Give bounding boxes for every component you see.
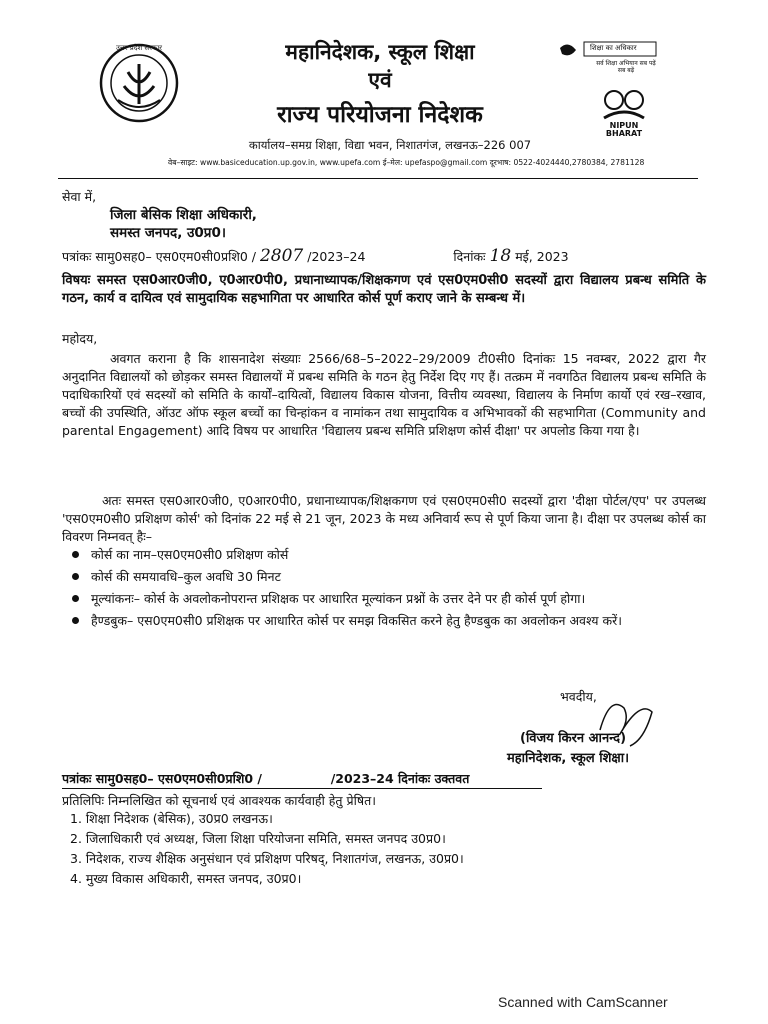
header-title-line2: एवं: [368, 68, 392, 92]
date-handwritten: 18: [489, 246, 512, 266]
bullet-item: [72, 546, 704, 564]
reference-year: /2023–24: [307, 249, 366, 264]
copy-reference-right: /2023–24 दिनांकः उक्तवत: [330, 771, 470, 786]
signatory-designation: महानिदेशक, स्कूल शिक्षा।: [507, 751, 630, 766]
addressee-line2: समस्त जनपद, उ0प्र0।: [110, 225, 227, 241]
header-contact: वेब–साइट: www.basiceducation.up.gov.in, www.upefa.com ई–मेल: upefaspo@gmail.com दूरभाष: 0522-4024440,2780384, 2781128: [168, 158, 645, 167]
bullet-item: [72, 568, 704, 586]
copy-intro: प्रतिलिपिः निम्नलिखित को सूचनार्थ एवं आवश्यक कार्यवाही हेतु प्रेषित।: [62, 793, 376, 808]
date-label: दिनांकः: [453, 249, 486, 264]
header-title-line1: महानिदेशक, स्कूल शिक्षा: [285, 40, 475, 64]
bullet-text: कोर्स की समयावधि–कुल अवधि 30 मिनट: [91, 569, 281, 584]
bullet-item: [72, 590, 704, 608]
header-title-line3: राज्य परियोजना निदेशक: [277, 102, 483, 128]
bullet-text: कोर्स का नाम–एस0एम0सी0 प्रशिक्षण कोर्स: [91, 547, 289, 562]
nipun-bharat-logo: [596, 88, 652, 138]
paragraph-2: अतः समस्त एस0आर0जी0, ए0आर0पी0, प्रधानाध्यापक/शिक्षकगण एवं एस0एम0सी0 सदस्यों द्वारा 'दीक्षा पोर्टल/एप' पर उपलब्ध 'एस0एम0सी0 प्रशिक्षण कोर्स' को दिनांक 22 मई से 21 जून, 2023 के मध्य अनिवार्य रूप से पूर्ण किया जाना है। दीक्षा पर उपलब्ध कोर्स का विवरण निम्नवत् हैः–: [62, 493, 706, 544]
rte-logo: [556, 38, 676, 82]
copy-list-item: 4. मुख्य विकास अधिकारी, समस्त जनपद, उ0प्र0।: [70, 871, 302, 886]
salutation: महोदय,: [62, 331, 98, 346]
paragraph-1: अवगत कराना है कि शासनादेश संख्याः 2566/68–5–2022–29/2009 टी0सी0 दिनांकः 15 नवम्बर, 2022 द्वारा गैर अनुदानित विद्यालयों को छोड़कर समस्त विद्यालयों में प्रबन्ध समिति के गठन हेतु निर्देश दिए गए हैं। तत्क्रम में नवगठित विद्यालय प्रबन्ध समिति के पदाधिकारियों एवं सदस्यों को समिति के कार्यों–दायित्वों, विद्यालय विकास योजना, वित्तीय व्यवस्था, विद्यालय के निर्माण कार्यो एवं रख–रखाव, बच्चों की उपस्थिति, ऑउट ऑफ स्कूल बच्चों का चिन्हांकन व नामांकन तथा सामुदायिक व अभिभावकों की सहभागिता (Community and parental Engagement) आदि विषय पर आधारित 'विद्यालय प्रबन्ध समिति प्रशिक्षण कोर्स दीक्षा' पर अपलोड किया गया है।: [62, 351, 706, 438]
reference-number-handwritten: 2807: [259, 246, 304, 266]
subject-text: समस्त एस0आर0जी0, ए0आर0पी0, प्रधानाध्यापक/शिक्षकगण एवं एस0एम0सी0 सदस्यों द्वारा विद्यालय प्रबन्ध समिति के गठन, कार्य व दायित्व एवं सामुदायिक सहभागिता पर आधारित कोर्स पूर्ण कराए जाने के सम्बन्ध में।: [62, 273, 706, 306]
nipun-bharat-text: NIPUN BHARAT: [605, 121, 643, 138]
header-address: कार्यालय–समग्र शिक्षा, विद्या भवन, निशातगंज, लखनऊ–226 007: [248, 138, 532, 152]
bullet-text: मूल्यांकनः– कोर्स के अवलोकनोपरान्त प्रशिक्षक पर आधारित मूल्यांकन प्रश्नों के उत्तर देने पर ही कोर्स पूर्ण होगा।: [91, 591, 586, 606]
date-rest: मई, 2023: [515, 249, 569, 264]
subject-label: विषयः: [62, 273, 91, 288]
bullet-list: [72, 546, 704, 630]
addressee-to: सेवा में,: [62, 189, 97, 204]
camscanner-watermark: Scanned with CamScanner: [498, 994, 668, 1010]
copy-list-item: 3. निदेशक, राज्य शैक्षिक अनुसंधान एवं प्रशिक्षण परिषद्, निशातगंज, लखनऊ, उ0प्र0।: [70, 851, 464, 866]
addressee-line1: जिला बेसिक शिक्षा अधिकारी,: [110, 207, 257, 223]
signature-closing: भवदीय,: [560, 689, 597, 704]
bullet-text: हैण्डबुक– एस0एम0सी0 प्रशिक्षक पर आधारित कोर्स पर समझ विकसित करने हेतु हैण्डबुक का अवलोकन अवश्य करें।: [91, 613, 622, 628]
ssa-logo-text: सर्व शिक्षा अभियान सब पढ़ें सब बढ़ें: [596, 60, 656, 74]
copy-list: [70, 810, 690, 890]
bullet-item: [72, 612, 704, 630]
header-divider: [58, 178, 698, 179]
copy-reference-line: [62, 770, 542, 789]
subject: [62, 272, 706, 308]
copy-reference-left: पत्रांकः सामु0सह0– एस0एम0सी0प्रशि0 /: [62, 771, 262, 786]
copy-list-item: 1. शिक्षा निदेशक (बेसिक), उ0प्र0 लखनऊ।: [70, 811, 273, 826]
govt-seal-logo: [98, 42, 180, 124]
reference-number-label: पत्रांकः सामु0सह0– एस0एम0सी0प्रशि0 /: [62, 249, 256, 264]
seal-text: उत्तर प्रदेश सरकार: [115, 44, 163, 52]
rte-logo-text: शिक्षा का अधिकार: [590, 44, 637, 52]
reference-line: [62, 247, 722, 266]
signatory-name: (विजय किरन आनन्द): [520, 731, 627, 746]
copy-list-item: 2. जिलाधिकारी एवं अध्यक्ष, जिला शिक्षा परियोजना समिति, समस्त जनपद उ0प्र0।: [70, 831, 446, 846]
